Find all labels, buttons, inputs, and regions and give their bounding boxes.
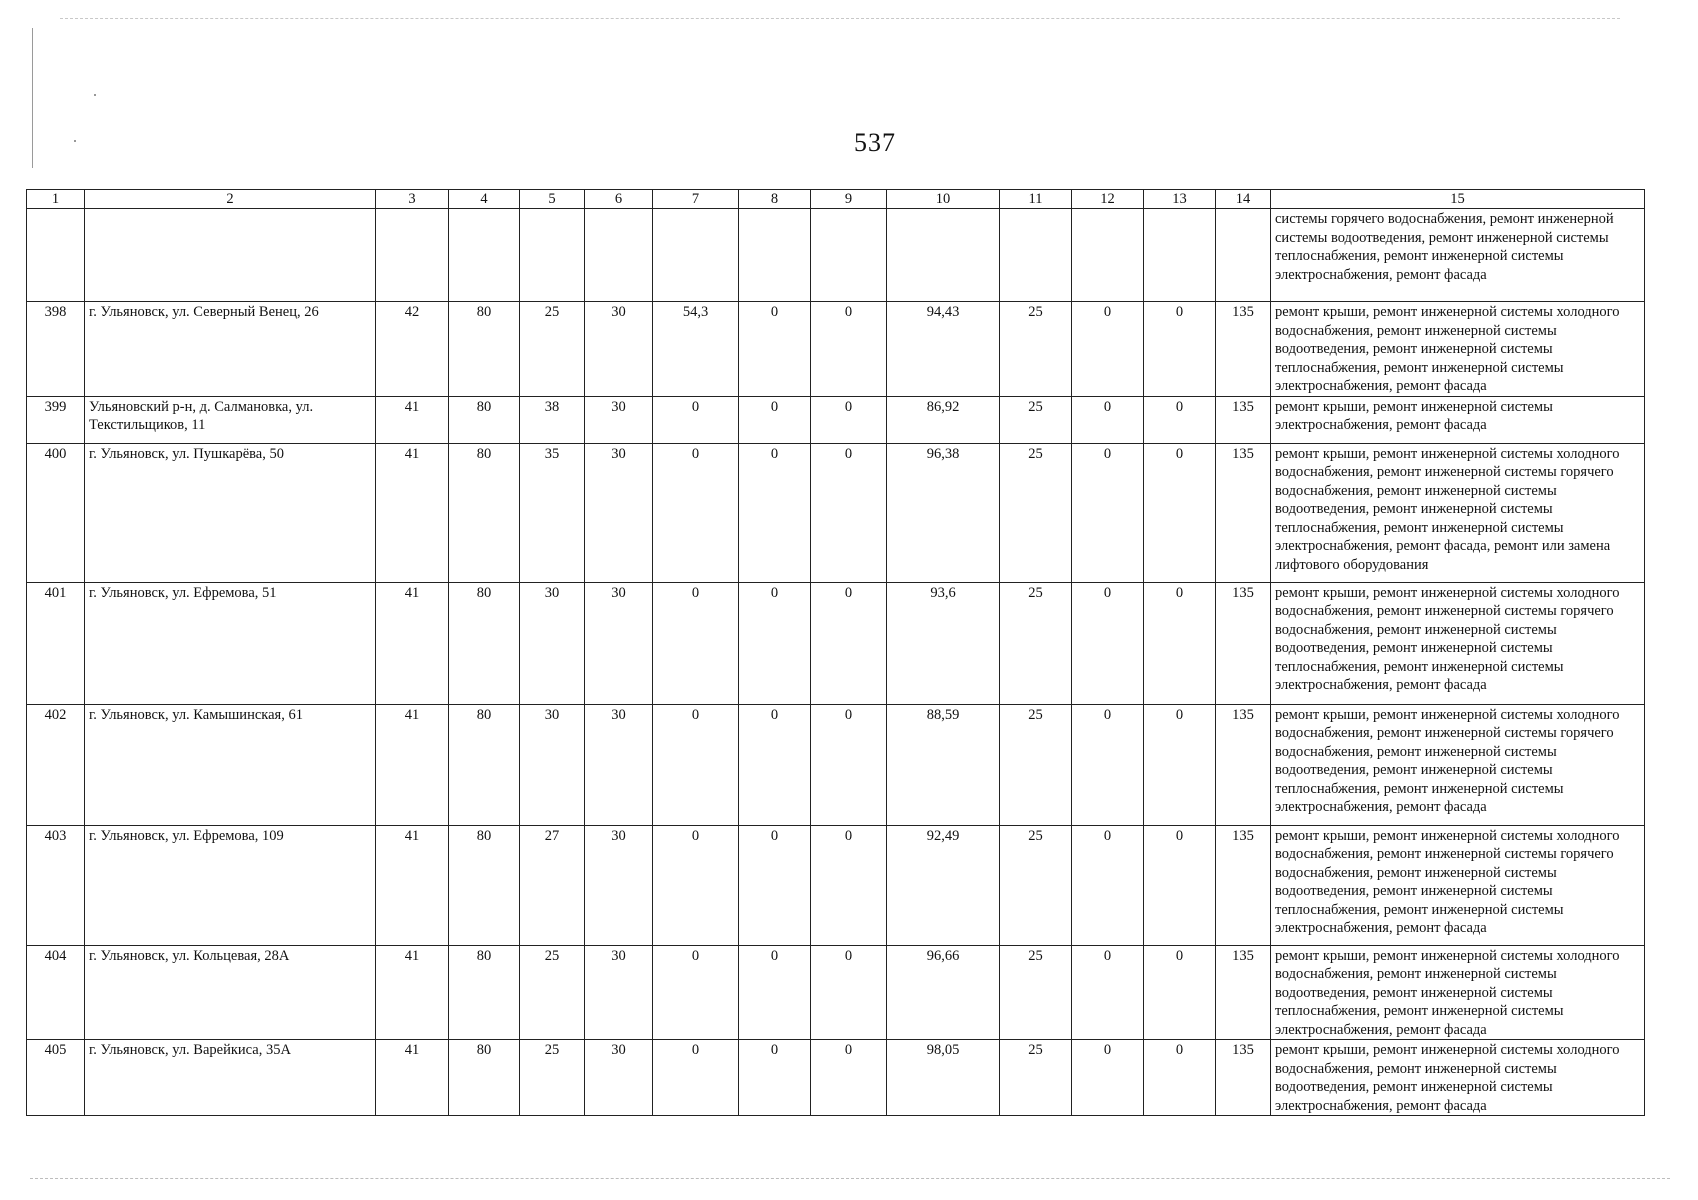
empty-cell [585, 209, 653, 302]
value-cell-col6: 30 [585, 945, 653, 1040]
empty-cell [1072, 209, 1144, 302]
value-cell-col13: 0 [1144, 443, 1216, 582]
value-cell-col5: 30 [520, 582, 585, 704]
empty-cell [1144, 209, 1216, 302]
value-cell-col14: 135 [1216, 302, 1271, 397]
value-cell-col3: 41 [376, 825, 449, 945]
address-cell: г. Ульяновск, ул. Северный Венец, 26 [85, 302, 376, 397]
value-cell-col8: 0 [739, 825, 811, 945]
table-row [27, 396, 1645, 443]
value-cell-col6: 30 [585, 825, 653, 945]
value-cell-col3: 41 [376, 396, 449, 443]
address-cell: г. Ульяновск, ул. Ефремова, 109 [85, 825, 376, 945]
works-cell: ремонт крыши, ремонт инженерной системы холодного водоснабжения, ремонт инженерной системы водоотведения, ремонт инженерной системы теплоснабжения, ремонт инженерной системы электроснабжения, ремонт фасада [1271, 302, 1645, 397]
value-cell-col12: 0 [1072, 302, 1144, 397]
row-number: 401 [27, 582, 85, 704]
value-cell-col14: 135 [1216, 396, 1271, 443]
value-cell-col7: 0 [653, 1040, 739, 1116]
empty-cell [887, 209, 1000, 302]
value-cell-col6: 30 [585, 1040, 653, 1116]
empty-cell [85, 209, 376, 302]
value-cell-col12: 0 [1072, 704, 1144, 825]
value-cell-col10: 96,38 [887, 443, 1000, 582]
header-cell: 5 [520, 190, 585, 209]
table-row [27, 945, 1645, 1040]
address-cell: г. Ульяновск, ул. Кольцевая, 28А [85, 945, 376, 1040]
value-cell-col5: 25 [520, 1040, 585, 1116]
value-cell-col14: 135 [1216, 945, 1271, 1040]
empty-cell [27, 209, 85, 302]
works-cell: ремонт крыши, ремонт инженерной системы электроснабжения, ремонт фасада [1271, 396, 1645, 443]
value-cell-col9: 0 [811, 443, 887, 582]
scan-speck [94, 94, 96, 96]
header-cell: 6 [585, 190, 653, 209]
value-cell-col13: 0 [1144, 302, 1216, 397]
value-cell-col11: 25 [1000, 443, 1072, 582]
value-cell-col3: 41 [376, 704, 449, 825]
works-cell: ремонт крыши, ремонт инженерной системы холодного водоснабжения, ремонт инженерной системы горячего водоснабжения, ремонт инженерной системы водоотведения, ремонт инженерной системы теплоснабжения, ремонт инженерной системы электроснабжения, ремонт фасада [1271, 825, 1645, 945]
value-cell-col7: 0 [653, 825, 739, 945]
table-row [27, 825, 1645, 945]
value-cell-col9: 0 [811, 704, 887, 825]
address-cell: г. Ульяновск, ул. Пушкарёва, 50 [85, 443, 376, 582]
value-cell-col7: 0 [653, 582, 739, 704]
empty-cell [520, 209, 585, 302]
row-number: 399 [27, 396, 85, 443]
header-cell: 7 [653, 190, 739, 209]
works-cell: ремонт крыши, ремонт инженерной системы холодного водоснабжения, ремонт инженерной системы горячего водоснабжения, ремонт инженерной системы водоотведения, ремонт инженерной системы теплоснабжения, ремонт инженерной системы электроснабжения, ремонт фасада, ремонт или замена лифтового оборудования [1271, 443, 1645, 582]
value-cell-col12: 0 [1072, 1040, 1144, 1116]
header-cell: 12 [1072, 190, 1144, 209]
value-cell-col14: 135 [1216, 582, 1271, 704]
works-cell: ремонт крыши, ремонт инженерной системы холодного водоснабжения, ремонт инженерной системы горячего водоснабжения, ремонт инженерной системы водоотведения, ремонт инженерной системы теплоснабжения, ремонт инженерной системы электроснабжения, ремонт фасада [1271, 582, 1645, 704]
table-row [27, 704, 1645, 825]
header-cell: 13 [1144, 190, 1216, 209]
value-cell-col10: 88,59 [887, 704, 1000, 825]
value-cell-col8: 0 [739, 396, 811, 443]
header-cell: 11 [1000, 190, 1072, 209]
value-cell-col9: 0 [811, 582, 887, 704]
value-cell-col9: 0 [811, 945, 887, 1040]
value-cell-col11: 25 [1000, 396, 1072, 443]
value-cell-col8: 0 [739, 1040, 811, 1116]
table-row [27, 1040, 1645, 1116]
value-cell-col14: 135 [1216, 443, 1271, 582]
value-cell-col10: 93,6 [887, 582, 1000, 704]
value-cell-col6: 30 [585, 704, 653, 825]
address-cell: г. Ульяновск, ул. Ефремова, 51 [85, 582, 376, 704]
value-cell-col13: 0 [1144, 825, 1216, 945]
header-cell: 10 [887, 190, 1000, 209]
scan-edge-top [60, 18, 1620, 19]
repair-register-table [26, 189, 1645, 1116]
header-cell: 1 [27, 190, 85, 209]
works-cell: ремонт крыши, ремонт инженерной системы холодного водоснабжения, ремонт инженерной системы водоотведения, ремонт инженерной системы электроснабжения, ремонт фасада [1271, 1040, 1645, 1116]
row-number: 402 [27, 704, 85, 825]
value-cell-col7: 0 [653, 396, 739, 443]
empty-cell [376, 209, 449, 302]
row-number: 404 [27, 945, 85, 1040]
empty-cell [811, 209, 887, 302]
continuation-row [27, 209, 1645, 302]
value-cell-col5: 38 [520, 396, 585, 443]
value-cell-col10: 98,05 [887, 1040, 1000, 1116]
value-cell-col4: 80 [449, 302, 520, 397]
header-row [27, 190, 1645, 209]
address-cell: г. Ульяновск, ул. Камышинская, 61 [85, 704, 376, 825]
value-cell-col3: 41 [376, 582, 449, 704]
value-cell-col8: 0 [739, 582, 811, 704]
value-cell-col6: 30 [585, 302, 653, 397]
header-cell: 9 [811, 190, 887, 209]
address-cell: г. Ульяновск, ул. Варейкиса, 35А [85, 1040, 376, 1116]
value-cell-col10: 96,66 [887, 945, 1000, 1040]
value-cell-col4: 80 [449, 443, 520, 582]
value-cell-col10: 86,92 [887, 396, 1000, 443]
value-cell-col6: 30 [585, 443, 653, 582]
value-cell-col3: 41 [376, 1040, 449, 1116]
value-cell-col12: 0 [1072, 443, 1144, 582]
row-number: 403 [27, 825, 85, 945]
header-cell: 15 [1271, 190, 1645, 209]
value-cell-col13: 0 [1144, 582, 1216, 704]
value-cell-col11: 25 [1000, 945, 1072, 1040]
value-cell-col12: 0 [1072, 825, 1144, 945]
value-cell-col11: 25 [1000, 825, 1072, 945]
value-cell-col12: 0 [1072, 396, 1144, 443]
value-cell-col11: 25 [1000, 1040, 1072, 1116]
empty-cell [653, 209, 739, 302]
value-cell-col14: 135 [1216, 1040, 1271, 1116]
value-cell-col4: 80 [449, 1040, 520, 1116]
value-cell-col13: 0 [1144, 945, 1216, 1040]
table-row [27, 443, 1645, 582]
works-cell: системы горячего водоснабжения, ремонт инженерной системы водоотведения, ремонт инженерной системы теплоснабжения, ремонт инженерной системы электроснабжения, ремонт фасада [1271, 209, 1645, 302]
page-number: 537 [854, 128, 896, 157]
value-cell-col12: 0 [1072, 945, 1144, 1040]
row-number: 398 [27, 302, 85, 397]
value-cell-col6: 30 [585, 396, 653, 443]
value-cell-col8: 0 [739, 443, 811, 582]
value-cell-col14: 135 [1216, 825, 1271, 945]
value-cell-col8: 0 [739, 704, 811, 825]
header-cell: 3 [376, 190, 449, 209]
value-cell-col4: 80 [449, 704, 520, 825]
value-cell-col4: 80 [449, 945, 520, 1040]
header-cell: 4 [449, 190, 520, 209]
address-cell: Ульяновский р-н, д. Салмановка, ул. Текстильщиков, 11 [85, 396, 376, 443]
value-cell-col4: 80 [449, 825, 520, 945]
table-row [27, 582, 1645, 704]
header-cell: 8 [739, 190, 811, 209]
value-cell-col3: 41 [376, 443, 449, 582]
empty-cell [449, 209, 520, 302]
value-cell-col5: 30 [520, 704, 585, 825]
value-cell-col7: 54,3 [653, 302, 739, 397]
scan-edge-bottom [30, 1178, 1670, 1179]
value-cell-col7: 0 [653, 945, 739, 1040]
value-cell-col11: 25 [1000, 302, 1072, 397]
empty-cell [739, 209, 811, 302]
value-cell-col3: 41 [376, 945, 449, 1040]
works-cell: ремонт крыши, ремонт инженерной системы холодного водоснабжения, ремонт инженерной системы водоотведения, ремонт инженерной системы теплоснабжения, ремонт инженерной системы электроснабжения, ремонт фасада [1271, 945, 1645, 1040]
header-cell: 14 [1216, 190, 1271, 209]
value-cell-col9: 0 [811, 396, 887, 443]
value-cell-col3: 42 [376, 302, 449, 397]
empty-cell [1000, 209, 1072, 302]
value-cell-col5: 35 [520, 443, 585, 582]
value-cell-col13: 0 [1144, 704, 1216, 825]
value-cell-col5: 27 [520, 825, 585, 945]
value-cell-col10: 92,49 [887, 825, 1000, 945]
value-cell-col7: 0 [653, 443, 739, 582]
table-row [27, 302, 1645, 397]
works-cell: ремонт крыши, ремонт инженерной системы холодного водоснабжения, ремонт инженерной системы горячего водоснабжения, ремонт инженерной системы водоотведения, ремонт инженерной системы теплоснабжения, ремонт инженерной системы электроснабжения, ремонт фасада [1271, 704, 1645, 825]
value-cell-col9: 0 [811, 302, 887, 397]
header-cell: 2 [85, 190, 376, 209]
value-cell-col9: 0 [811, 825, 887, 945]
value-cell-col9: 0 [811, 1040, 887, 1116]
value-cell-col5: 25 [520, 302, 585, 397]
value-cell-col4: 80 [449, 582, 520, 704]
value-cell-col13: 0 [1144, 396, 1216, 443]
value-cell-col4: 80 [449, 396, 520, 443]
row-number: 405 [27, 1040, 85, 1116]
value-cell-col10: 94,43 [887, 302, 1000, 397]
value-cell-col7: 0 [653, 704, 739, 825]
value-cell-col11: 25 [1000, 704, 1072, 825]
value-cell-col8: 0 [739, 945, 811, 1040]
value-cell-col11: 25 [1000, 582, 1072, 704]
value-cell-col8: 0 [739, 302, 811, 397]
empty-cell [1216, 209, 1271, 302]
value-cell-col14: 135 [1216, 704, 1271, 825]
value-cell-col5: 25 [520, 945, 585, 1040]
row-number: 400 [27, 443, 85, 582]
value-cell-col12: 0 [1072, 582, 1144, 704]
value-cell-col13: 0 [1144, 1040, 1216, 1116]
value-cell-col6: 30 [585, 582, 653, 704]
